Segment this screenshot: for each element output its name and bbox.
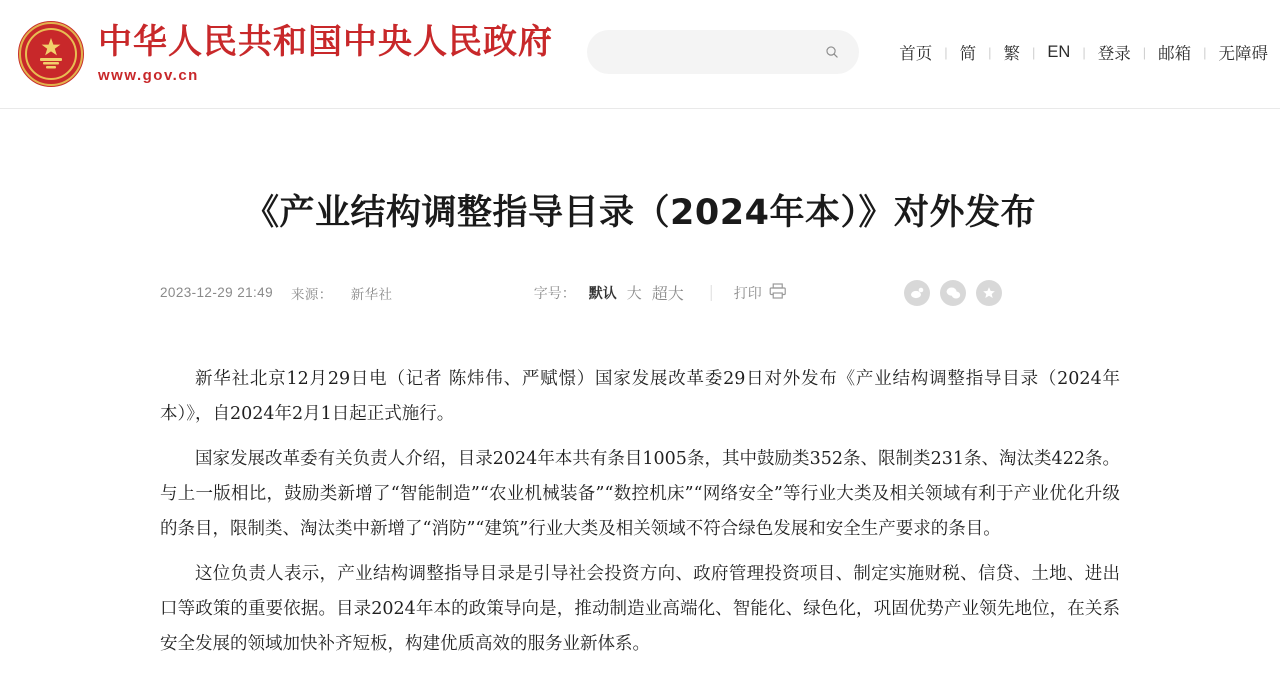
article-paragraph: 新华社北京12月29日电（记者 陈炜伟、严赋憬）国家发展改革委29日对外发布《产业结构调整指导目录（2024年本）》，自2024年2月1日起正式施行。 <box>160 368 1120 424</box>
print-label[interactable]: 打印 <box>733 284 762 301</box>
meta-divider <box>711 285 712 301</box>
nav-separator: | <box>1032 44 1036 60</box>
nav-separator: | <box>1082 44 1086 60</box>
national-emblem-icon <box>18 21 84 87</box>
header-right <box>587 30 1280 74</box>
page-title: 《产业结构调整指导目录（2024年本）》对外发布 <box>244 193 1036 234</box>
nav-separator: | <box>988 44 992 60</box>
share-buttons <box>904 280 1002 306</box>
publish-date: 2023-12-29 21:49 <box>160 285 273 301</box>
fontsize-label: 字号： <box>533 284 576 301</box>
search-input[interactable] <box>609 43 819 61</box>
site-brand[interactable] <box>18 21 553 87</box>
site-header <box>0 0 1280 108</box>
fontsize-option-xlarge[interactable]: 超大 <box>651 286 684 304</box>
site-name: 中华人民共和国中央人民政府 <box>98 22 553 62</box>
meta-center <box>534 281 787 304</box>
fontsize-option-default[interactable]: 默认 <box>588 284 617 301</box>
brand-text <box>98 22 553 84</box>
favorite-share-icon[interactable] <box>976 280 1002 306</box>
nav-item-english[interactable]: EN <box>1047 42 1071 61</box>
nav-separator: | <box>944 44 948 60</box>
search-icon[interactable] <box>819 39 845 65</box>
article-paragraph: 国家发展改革委有关负责人介绍，目录2024年本共有条目1005条，其中鼓励类352条、限制类231条、淘汰类422条。与上一版相比，鼓励类新增了“智能制造”“农业机械装备”“数控机床”“网络安全”等行业大类及相关领域有利于产业优化升级的条目，限制类、淘汰类中新增了“消防”“建筑”行业大类及相关领域不符合绿色发展和安全生产要求的条目。 <box>160 448 1120 539</box>
source-label: 来源： <box>291 286 333 302</box>
wechat-share-icon[interactable] <box>940 280 966 306</box>
meta-left <box>160 283 392 303</box>
printer-icon[interactable] <box>769 283 787 302</box>
nav-item-traditional[interactable]: 繁 <box>1003 45 1021 63</box>
weibo-share-icon[interactable] <box>904 280 930 306</box>
nav-item-simplified[interactable]: 简 <box>959 45 977 63</box>
nav-item-home[interactable]: 首页 <box>899 45 933 63</box>
fontsize-option-large[interactable]: 大 <box>626 285 642 303</box>
nav-separator: | <box>1142 44 1147 60</box>
nav-item-login[interactable]: 登录 <box>1097 45 1131 63</box>
header-nav <box>887 40 1280 64</box>
search-box[interactable] <box>587 30 859 74</box>
article-body <box>160 362 1120 662</box>
nav-item-mail[interactable]: 邮箱 <box>1158 45 1192 63</box>
source-name: 新华社 <box>350 286 393 302</box>
article-paragraph: 这位负责人表示，产业结构调整指导目录是引导社会投资方向、政府管理投资项目、制定实施财税、信贷、土地、进出口等政策的重要依据。目录2024年本的政策导向是，推动制造业高端化、智能化、绿色化，巩固优势产业领先地位，在关系安全发展的领域加快补齐短板，构建优质高效的服务业新体系。 <box>160 563 1120 654</box>
nav-separator: | <box>1203 44 1207 60</box>
site-url: www.gov.cn <box>98 67 199 84</box>
nav-item-accessibility[interactable]: 无障碍 <box>1218 45 1268 63</box>
article-meta <box>160 280 1120 306</box>
article <box>0 109 1280 662</box>
